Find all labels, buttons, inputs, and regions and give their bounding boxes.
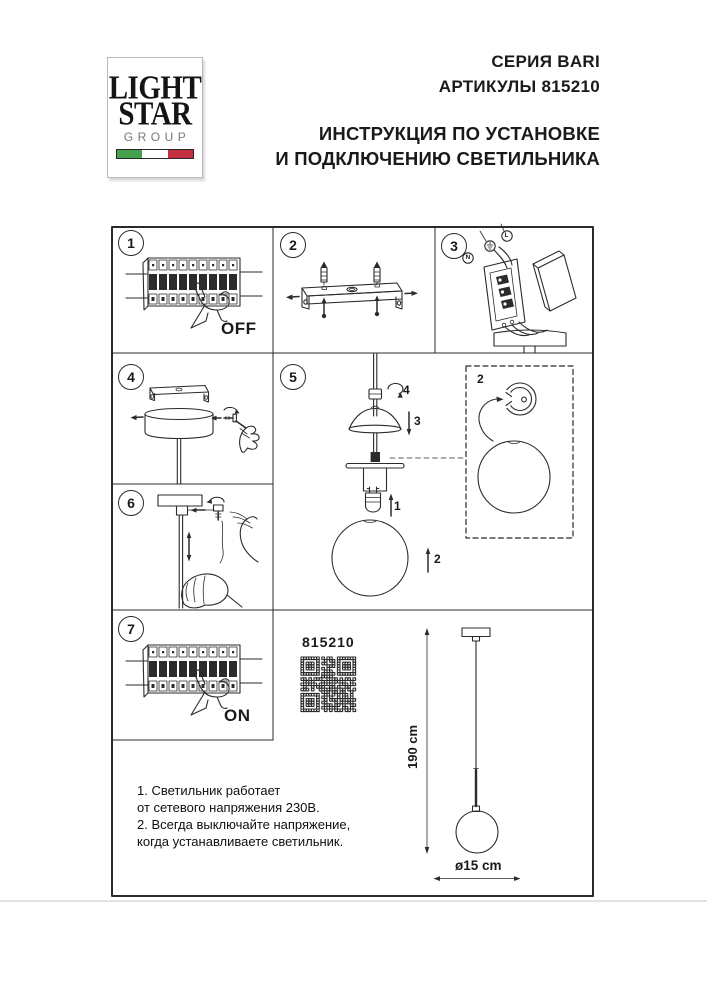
socket-housing <box>364 468 387 491</box>
step-number-5: 5 <box>280 364 306 390</box>
step-number-3: 3 <box>441 233 467 259</box>
ground-symbol-icon <box>487 242 493 249</box>
article-title: АРТИКУЛЫ 815210 <box>438 77 600 96</box>
part-label-bulb: 1 <box>394 499 401 513</box>
step4-canopy-drawing <box>131 386 260 485</box>
step-number-1: 1 <box>118 230 144 256</box>
step-number-4: 4 <box>118 364 144 390</box>
part-label-shade: 3 <box>414 414 421 428</box>
logo-word-group: GROUP <box>123 130 191 144</box>
diameter-dimension-label: ø15 cm <box>455 858 502 873</box>
logo-word-light: LIGHT <box>108 69 202 107</box>
lower-hand <box>182 574 242 608</box>
series-title: СЕРИЯ BARI <box>491 52 600 71</box>
hand-with-screwdriver <box>240 426 259 452</box>
screw-left <box>322 298 327 319</box>
side-screw <box>224 407 240 421</box>
inset-detail-label: 2 <box>477 372 484 386</box>
pendant-globe <box>456 811 498 853</box>
wall-plug-left <box>321 262 328 286</box>
instruction-title-line1: ИНСТРУКЦИЯ ПО УСТАНОВКЕ <box>318 123 600 144</box>
diameter-dimension <box>434 876 521 881</box>
globe-attachment-inset <box>466 366 573 538</box>
pendant-dimension-drawing <box>425 628 521 881</box>
ceiling-plate <box>462 628 490 637</box>
part-label-ring-nut: 4 <box>403 383 410 397</box>
terminal-label-l: L <box>504 232 509 239</box>
step-number-2: 2 <box>280 232 306 258</box>
wall-plug-right <box>374 262 381 286</box>
step3-wiring-drawing <box>459 224 576 353</box>
step5-exploded-drawing <box>332 354 573 596</box>
height-dimension-label: 190 cm <box>405 724 420 769</box>
glass-globe <box>332 520 408 596</box>
step1-breaker-off-drawing <box>126 258 262 328</box>
caption-on: ON <box>224 706 251 725</box>
clamp-screw <box>207 497 225 563</box>
step-number-6: 6 <box>118 490 144 516</box>
terminal-label-n: N <box>465 253 471 261</box>
height-dimension <box>425 628 430 854</box>
instruction-title-line2: И ПОДКЛЮЧЕНИЮ СВЕТИЛЬНИКА <box>275 148 600 169</box>
note-line-1: 1. Светильник работает <box>137 783 281 798</box>
step2-bracket-drawing <box>286 262 418 319</box>
step6-adjust-drawing <box>158 495 258 608</box>
qr-article-number: 815210 <box>302 634 355 650</box>
note-line-4: когда устанавливаете светильник. <box>137 834 344 849</box>
caption-off: OFF <box>221 319 257 338</box>
qr-code <box>301 657 356 712</box>
page-shadow-line <box>0 900 707 902</box>
step7-breaker-on-drawing <box>126 645 262 715</box>
ferrule <box>371 452 380 462</box>
note-line-2: от сетевого напряжения 230В. <box>137 800 320 815</box>
upper-hand <box>230 512 258 562</box>
safety-notes <box>137 782 350 850</box>
step-number-7: 7 <box>118 616 144 642</box>
screw-right <box>375 296 380 317</box>
part-label-globe: 2 <box>434 552 441 566</box>
note-line-3: 2. Всегда выключайте напряжение, <box>137 817 351 832</box>
logo-word-star: STAR <box>118 95 192 133</box>
ceiling-plate-part <box>346 464 404 469</box>
